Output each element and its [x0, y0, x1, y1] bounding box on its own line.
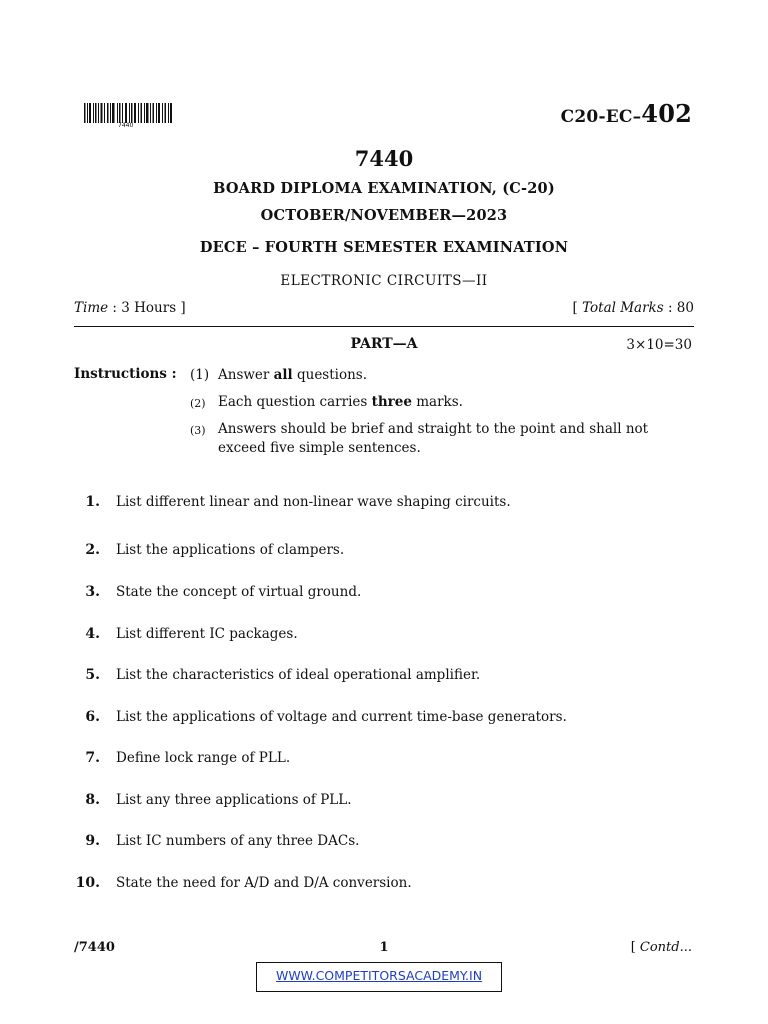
instruction-item: [190, 420, 690, 460]
question-text: List any three applications of PLL.: [116, 792, 352, 808]
website-link[interactable]: WWW.COMPETITORSACADEMY.IN: [275, 968, 483, 983]
question-text: State the need for A/D and D/A conversion.: [116, 875, 412, 891]
question-text: List IC numbers of any three DACs.: [116, 833, 360, 849]
marks-label: Total Marks: [582, 300, 664, 316]
question-text: Define lock range of PLL.: [116, 750, 291, 766]
marks-open-bracket: [: [572, 300, 583, 316]
instruction-number: (1): [190, 367, 210, 383]
contd-note: [ Contd...: [630, 940, 692, 955]
subject-title: ELECTRONIC CIRCUITS—II: [280, 273, 488, 289]
footer-paper-ref: /7440: [74, 940, 115, 955]
barcode-number: 7440: [118, 122, 134, 129]
paper-code-suffix: 402: [641, 99, 692, 128]
instruction-number: (2): [190, 397, 206, 410]
board-title: BOARD DIPLOMA EXAMINATION, (C-20): [213, 180, 555, 197]
instructions-label: Instructions :: [74, 366, 177, 382]
question-number: 4.: [85, 626, 100, 642]
session-title: OCTOBER/NOVEMBER—2023: [260, 207, 508, 224]
question-number: 3.: [85, 584, 100, 600]
part-marks: 3×10=30: [626, 337, 692, 353]
question-number: 7.: [85, 750, 100, 766]
question-number: 6.: [85, 709, 100, 725]
question-text: List the applications of clampers.: [116, 542, 345, 558]
time-label: Time: [74, 300, 109, 316]
time-info: [74, 300, 186, 316]
instruction-number: (3): [190, 424, 206, 437]
question-text: List different IC packages.: [116, 626, 298, 642]
question-number: 10.: [75, 875, 100, 891]
marks-value: : 80: [667, 300, 694, 316]
instruction-item: [190, 366, 690, 386]
header-divider: [74, 326, 694, 327]
page-number: 1: [379, 940, 389, 955]
time-value: : 3 Hours ]: [112, 300, 186, 316]
barcode-image: [84, 103, 172, 123]
paper-code: [561, 99, 692, 128]
question-number: 8.: [85, 792, 100, 808]
question-number: 9.: [85, 833, 100, 849]
instruction-text: Answers should be brief and straight to the point and shall not exceed five simple sentences.: [218, 421, 649, 456]
exam-title: DECE – FOURTH SEMESTER EXAMINATION: [199, 239, 569, 256]
paper-number: 7440: [354, 146, 414, 171]
question-number: 2.: [85, 542, 100, 558]
instruction-item: [190, 393, 690, 413]
contd-text: Contd...: [639, 940, 692, 955]
paper-code-prefix: C20-EC–: [560, 107, 642, 127]
question-text: List different linear and non-linear wave shaping circuits.: [116, 494, 511, 510]
question-text: List the applications of voltage and current time-base generators.: [116, 709, 567, 725]
question-text: State the concept of virtual ground.: [116, 584, 362, 600]
total-marks-info: [573, 300, 695, 316]
question-number: 1.: [85, 494, 100, 510]
question-text: List the characteristics of ideal operational amplifier.: [116, 667, 481, 683]
instruction-text: Each question carries three marks.: [218, 394, 463, 410]
instruction-text: Answer all questions.: [218, 367, 368, 383]
part-title: PART—A: [350, 336, 418, 352]
website-link-box: [256, 962, 502, 992]
question-number: 5.: [85, 667, 100, 683]
